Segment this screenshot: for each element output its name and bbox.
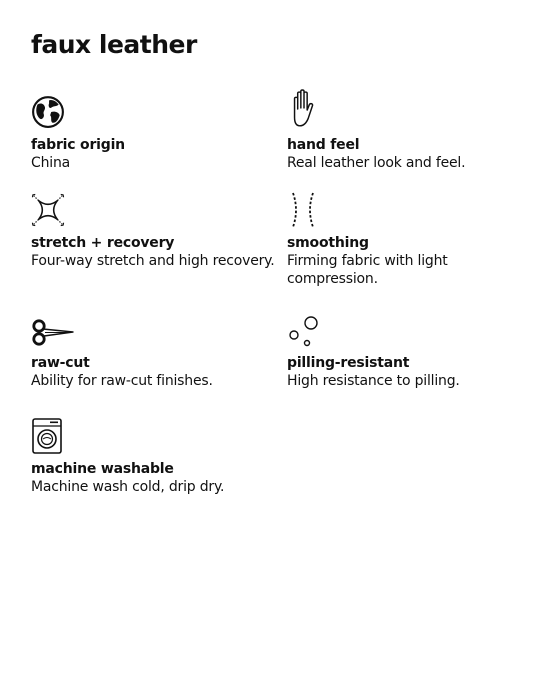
feature-label: raw-cut — [31, 355, 90, 371]
feature-pilling-resistant — [287, 316, 537, 390]
feature-smoothing — [287, 192, 537, 288]
feature-raw-cut — [31, 318, 281, 390]
scissors-icon — [31, 318, 75, 348]
feature-label: hand feel — [287, 137, 360, 153]
hand-icon — [287, 88, 321, 130]
feature-stretch-recovery — [31, 192, 281, 270]
feature-label: smoothing — [287, 235, 369, 251]
feature-description: Four-way stretch and high recovery. — [31, 253, 275, 269]
feature-label: fabric origin — [31, 137, 125, 153]
pilling-circles-icon — [287, 316, 321, 348]
feature-machine-washable — [31, 418, 281, 496]
feature-description: Ability for raw-cut finishes. — [31, 373, 213, 389]
washing-machine-icon — [31, 418, 65, 454]
feature-description: China — [31, 155, 70, 171]
feature-description: Machine wash cold, drip dry. — [31, 479, 225, 495]
feature-label: stretch + recovery — [31, 235, 175, 251]
feature-hand-feel — [287, 88, 537, 172]
four-way-stretch-icon — [31, 192, 65, 228]
smoothing-icon — [287, 192, 321, 228]
globe-icon — [31, 94, 65, 130]
feature-label: machine washable — [31, 461, 174, 477]
feature-description: Firming fabric with light compression. — [287, 253, 448, 287]
feature-description: Real leather look and feel. — [287, 155, 466, 171]
page-title: faux leather — [31, 30, 197, 59]
feature-description: High resistance to pilling. — [287, 373, 460, 389]
feature-fabric-origin — [31, 94, 281, 172]
feature-label: pilling-resistant — [287, 355, 410, 371]
